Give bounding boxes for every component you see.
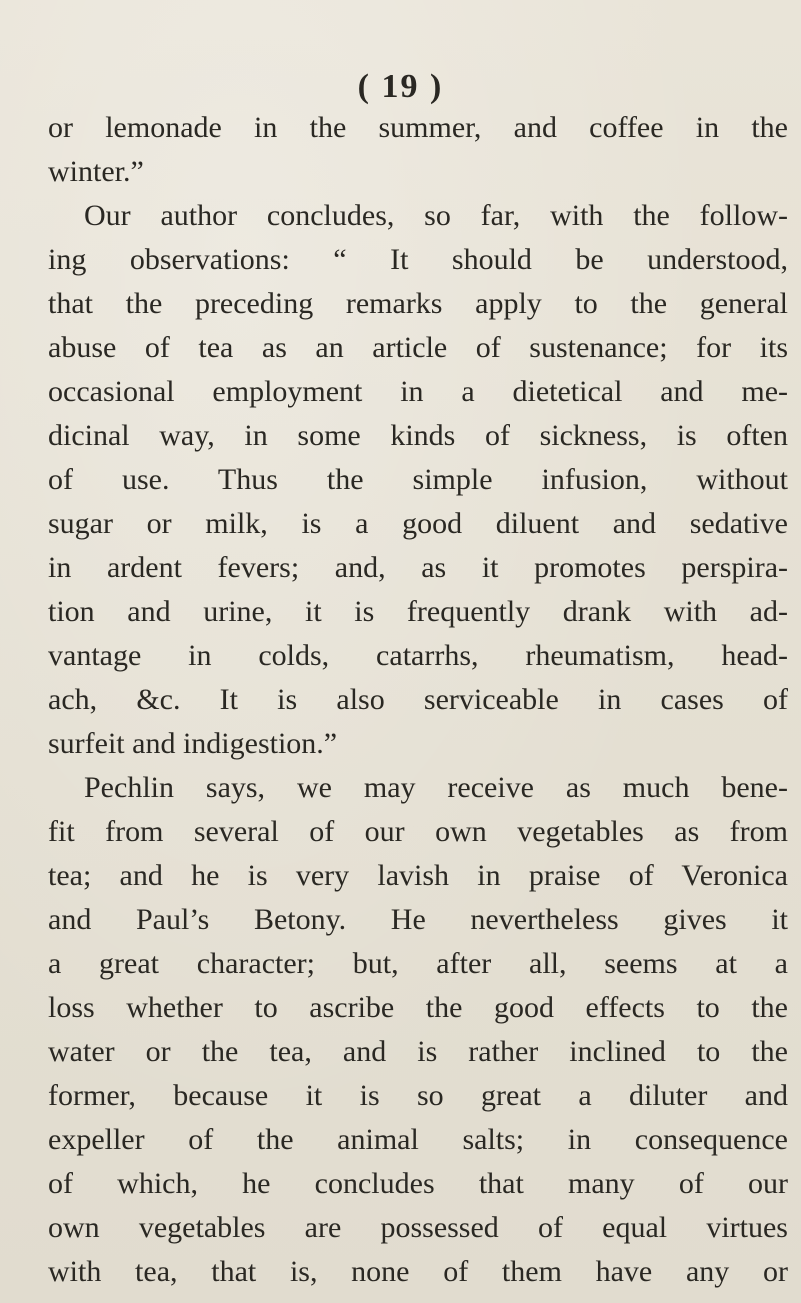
text-line: former, because it is so great a diluter and [48, 1079, 788, 1112]
paragraph-start-line: Our author concludes, so far, with the follow- [84, 199, 788, 232]
text-line: and Paul’s Betony. He nevertheless gives it [48, 903, 788, 936]
text-line: with tea, that is, none of them have any or [48, 1255, 788, 1288]
text-line: of use. Thus the simple infusion, without [48, 463, 788, 496]
text-line: of which, he concludes that many of our [48, 1167, 788, 1200]
text-line: winter.” [48, 155, 144, 188]
text-line: ach, &c. It is also serviceable in cases of [48, 683, 788, 716]
text-line: loss whether to ascribe the good effects to the [48, 991, 788, 1024]
text-line: fit from several of our own vegetables as from [48, 815, 788, 848]
text-line: ing observations: “ It should be understood, [48, 243, 788, 276]
text-line: dicinal way, in some kinds of sickness, is often [48, 419, 788, 452]
text-line: a great character; but, after all, seems at a [48, 947, 788, 980]
text-line: vantage in colds, catarrhs, rheumatism, head- [48, 639, 788, 672]
page-number: ( 19 ) [357, 68, 444, 105]
text-line: expeller of the animal salts; in consequence [48, 1123, 788, 1156]
text-line: sugar or milk, is a good diluent and sedative [48, 507, 788, 540]
text-line: water or the tea, and is rather inclined to the [48, 1035, 788, 1068]
text-line: tea; and he is very lavish in praise of Veronica [48, 859, 788, 892]
text-line: that the preceding remarks apply to the general [48, 287, 788, 320]
text-line: in ardent fevers; and, as it promotes perspira- [48, 551, 788, 584]
text-line: occasional employment in a dietetical and me- [48, 375, 788, 408]
text-line: tion and urine, it is frequently drank with ad- [48, 595, 788, 628]
paragraph-start-line: Pechlin says, we may receive as much bene- [84, 771, 788, 804]
text-line: abuse of tea as an article of sustenance; for its [48, 331, 788, 364]
text-line: own vegetables are possessed of equal virtues [48, 1211, 788, 1244]
text-line: surfeit and indigestion.” [48, 727, 338, 760]
text-line: or lemonade in the summer, and coffee in the [48, 111, 788, 144]
